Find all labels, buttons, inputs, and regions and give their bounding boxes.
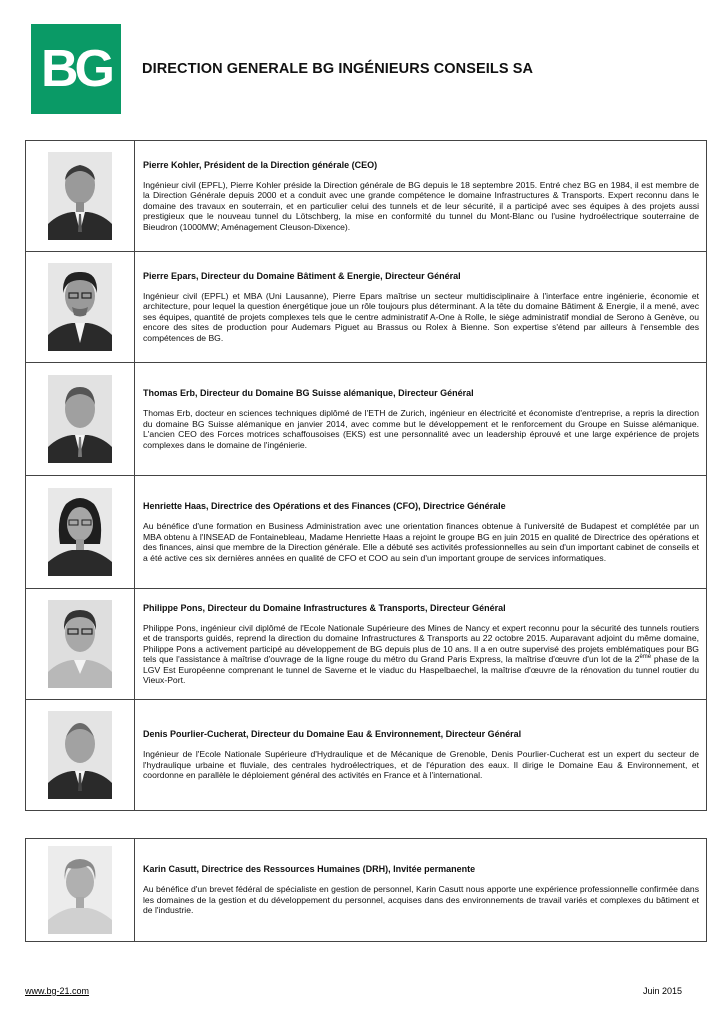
member-row xyxy=(26,252,707,363)
portrait-photo xyxy=(48,846,112,934)
management-table xyxy=(25,140,707,811)
member-name: Philippe Pons, Directeur du Domaine Infrastructures & Transports, Directeur Général xyxy=(143,602,506,613)
footer-date: Juin 2015 xyxy=(642,986,682,996)
member-row xyxy=(26,589,707,700)
portrait-photo xyxy=(48,263,112,351)
member-bio: Ingénieur civil (EPFL) et MBA (Uni Lausanne), Pierre Epars maîtrise un secteur multidisciplinaire à l'interface entre ingénierie, économie et architecture, pour lequel la question énergétique joue un rôle toujours plus déterminant. A la tête du domaine Bâtiment & Energie, il a mené, avec ses équipes, quantité de projets complexes tels que le centre administratif A-One à Rolle, le siège administratif mondial de Serono à Genève, ou encore des sites de production pour Audemars Piguet au Brassus ou Rolex à Bienne. Son expertise s'étend par ailleurs à l'ensemble des compétences de BG. xyxy=(143,290,699,343)
member-bio: Au bénéfice d'une formation en Business Administration avec une orientation finances obtenue à l'université de Budapest et complétée par un MBA obtenu à l'INSEAD de Fontainebleau, Madame Henriette Haas a rejoint le groupe BG en juin 2015 en qualité de Directrice des opérations et des finances, ainsi que membre de la Direction générale. Elle a débuté ses activités professionnelles au sein d'un important cabinet de conseils et a été active ces six dernières années en qualité de CFO et COO au sein d'un important groupe de services informatiques. xyxy=(143,521,699,563)
portrait-photo xyxy=(48,152,112,240)
page-title: DIRECTION GENERALE BG INGÉNIEURS CONSEILS SA xyxy=(142,61,534,77)
member-row xyxy=(26,363,707,476)
guest-name: Karin Casutt, Directrice des Ressources Humaines (DRH), Invitée permanente xyxy=(143,864,476,875)
portrait-photo xyxy=(48,711,112,799)
member-bio: Ingénieur civil (EPFL), Pierre Kohler préside la Direction générale de BG depuis le 18 septembre 2015. Entré chez BG en 1984, il est membre de la Direction Générale depuis 2000 et a conduit avec une grande compétence le domaine Infrastructures & Transports. Expert reconnu dans le domaine des travaux en souterrain, et en particulier celui des tunnels et de leur sécurité, il a participé avec ses équipes à des projets aussi prestigieux que le nouveau tunnel du Lötschberg, la mise en conformité du tunnel du Mont-Blanc ou l'usine hydroélectrique souterraine de Bieudron (1000MW; Aménagement Cleuson-Dixence). xyxy=(143,179,699,232)
member-name: Thomas Erb, Directeur du Domaine BG Suisse alémanique, Directeur Général xyxy=(143,388,474,398)
member-name: Henriette Haas, Directrice des Opérations et des Finances (CFO), Directrice Générale xyxy=(143,501,506,511)
guest-table xyxy=(25,838,707,942)
portrait-photo xyxy=(48,488,112,576)
member-name: Pierre Kohler, Président de la Direction générale (CEO) xyxy=(143,159,378,170)
bg-logo xyxy=(31,24,121,114)
portrait-photo xyxy=(48,600,112,688)
bg-logo-text: BG xyxy=(41,40,111,98)
guest-row xyxy=(26,839,707,942)
portrait-photo xyxy=(48,375,112,463)
member-row xyxy=(26,476,707,589)
member-row xyxy=(26,141,707,252)
guest-bio: Au bénéfice d'un brevet fédéral de spécialiste en gestion de personnel, Karin Casutt nous apporte une expérience professionnelle confirmée dans les domaines de la gestion et du développement du personnel, acquises dans des environnements de travail variés et complexes du bâtiment et de l'industrie. xyxy=(143,884,699,916)
member-row xyxy=(26,700,707,811)
member-bio: Thomas Erb, docteur en sciences techniques diplômé de l'ETH de Zurich, ingénieur en électricité et économiste d'entreprise, a repris la direction du domaine BG Suisse alémanique en janvier 2014, avec comme but le développement et le renforcement du Groupe en Suisse alémanique. L'ancien CEO des Forces motrices schaffousoises (EKS) est une personnalité avec un leadership éprouvé et une large expérience de projets complexes dans le domaine de l'ingénierie. xyxy=(143,408,699,450)
member-bio: Ingénieur de l'Ecole Nationale Supérieure d'Hydraulique et de Mécanique de Grenoble, Denis Pourlier-Cucherat est un expert du secteur de l'hydraulique urbaine et fluviale, des centrales hydroélectriques, et de l'épuration des eaux. Il dirige le Domaine Eau & Environnement, et coordonne en parallèle le déploiement général des activités en France et à l'international. xyxy=(143,749,699,781)
website-link[interactable]: www.bg-21.com xyxy=(25,986,90,996)
member-name: Denis Pourlier-Cucherat, Directeur du Domaine Eau & Environnement, Directeur Général xyxy=(143,729,522,740)
member-bio: Philippe Pons, ingénieur civil diplômé de l'Ecole Nationale Supérieure des Mines de Nancy et expert reconnu pour la sécurité des tunnels routiers et de transports guidés, reprend la direction du domaine Infrastructures & Transports au 22 octobre 2015. Auparavant adjoint du même domaine, Philippe Pons a activement participé au développement de BG depuis plus de 10 ans. Il a en outre supervisé des projets emblématiques pour BG tels que l'assistance à maîtrise d'ouvrage de la ligne rouge du métro du Grand Paris Express, la maîtrise d'œuvre d'un lot de la 2ème phase de la LGV Est Européenne comprenant le tunnel de Saverne et le viaduc du Haspelbaechel, la maîtrise d'œuvre de la rénovation du tunnel routier du Vieux-Port. xyxy=(143,622,699,685)
member-name: Pierre Epars, Directeur du Domaine Bâtiment & Energie, Directeur Général xyxy=(143,270,461,281)
